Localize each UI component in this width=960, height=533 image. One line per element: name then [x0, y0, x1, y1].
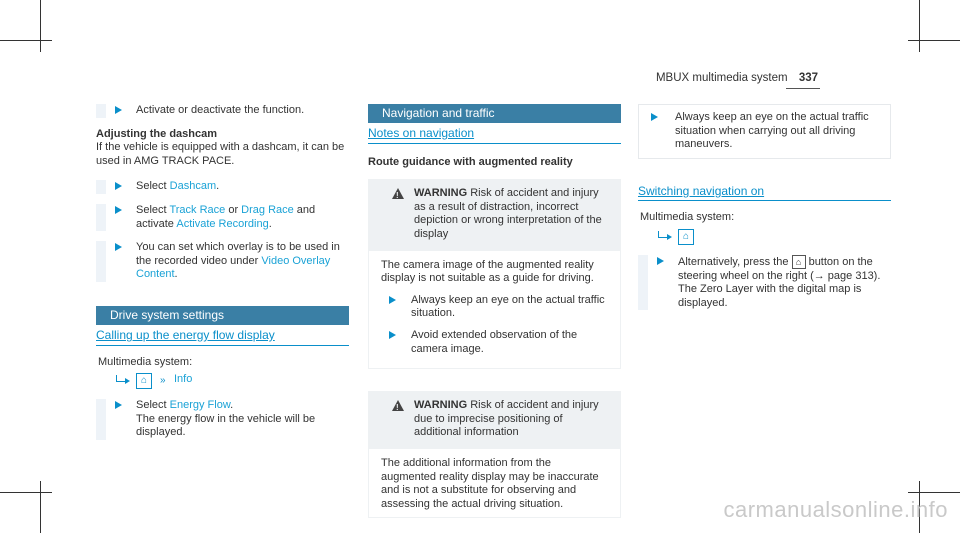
step-arrow-icon: [115, 243, 122, 251]
menu-path: [96, 373, 349, 391]
page-ref[interactable]: page 313).: [824, 269, 881, 282]
section-navigation: Navigation and traffic: [368, 104, 621, 123]
track-race-link[interactable]: Track Race: [169, 203, 226, 216]
crop-mark: [0, 40, 52, 41]
crop-mark: [40, 481, 41, 533]
column-1: [96, 104, 349, 450]
warn1-step-2: Avoid extended observation of the camera image.: [381, 329, 608, 356]
menu-path: [638, 229, 891, 247]
step-arrow-icon: [651, 113, 658, 121]
page-number: 337: [798, 72, 818, 84]
subhead-route-guidance: Route guidance with augmented reality: [368, 155, 573, 168]
step-arrow-icon: [115, 182, 122, 190]
warning-box-2: ! WARNING Risk of accident and injury due to imprecise positioning of additional information The additional information from the augmented reality display may be inaccurate and is not a substitute for observing and assessing the actual driving situation.: [368, 391, 621, 518]
home-icon: ⌂: [136, 373, 152, 389]
step-arrow-icon: [115, 401, 122, 409]
subhead-adjusting-dashcam: Adjusting the dashcam: [96, 127, 218, 140]
crop-mark: [0, 492, 52, 493]
step-arrow-icon: [657, 257, 664, 265]
step-alternatively: Alternatively, press the ⌂ button on the steering wheel on the right (→ page 313). The Zero Layer with the digital map is displayed.: [638, 255, 891, 310]
drag-race-link[interactable]: Drag Race: [241, 203, 294, 216]
home-icon: ⌂: [678, 229, 694, 245]
step-arrow-icon: [115, 106, 122, 114]
step-arrow-icon: [115, 206, 122, 214]
step-overlay: You can set which overlay is to be used in the recorded video under Video Overlay Content.: [96, 241, 349, 282]
warning-icon: [392, 188, 404, 199]
subtitle-notes-navigation: Notes on navigation: [368, 127, 621, 144]
home-button-icon: ⌂: [792, 255, 806, 269]
subtitle-switching-navigation: Switching navigation on: [638, 185, 891, 202]
warning-box-1: ! WARNING Risk of accident and injury as a result of distraction, incorrect depiction or wrong interpretation of the display The camera image of the augmented reality display is not suitable as a guide for driving. Always keep an eye on the actual traffic situation. Avoid extended observation of the camera image.: [368, 179, 621, 369]
multimedia-label: Multimedia system:: [98, 355, 193, 368]
path-hook-icon: [116, 375, 125, 382]
step-select-race: Select Track Race or Drag Race and activate Activate Recording.: [96, 204, 349, 231]
step-activate: Activate or deactivate the function.: [96, 104, 349, 118]
column-3: [638, 104, 891, 320]
crop-mark: [40, 0, 41, 52]
step-select-dashcam: Select Dashcam.: [96, 180, 349, 194]
activate-recording-link[interactable]: Activate Recording: [176, 217, 269, 230]
step-arrow-icon: [389, 296, 396, 304]
crop-mark: [908, 492, 960, 493]
multimedia-label: Multimedia system:: [640, 211, 735, 224]
header-title: MBUX multimedia system: [655, 72, 788, 84]
page-number-rule: [786, 88, 820, 89]
page-header: [656, 72, 818, 84]
crop-mark: [919, 0, 920, 52]
warning-icon: [392, 400, 404, 411]
video-overlay-link[interactable]: Video Overlay Content: [136, 254, 331, 281]
subtitle-energy-flow: Calling up the energy flow display: [96, 329, 349, 346]
path-hook-icon: [658, 231, 667, 238]
warn1-step-1: Always keep an eye on the actual traffic situation.: [381, 294, 608, 321]
info-link[interactable]: Info: [174, 373, 193, 386]
step-energy-flow: Select Energy Flow. The energy flow in the vehicle will be displayed.: [96, 399, 349, 440]
column-2: [368, 104, 621, 518]
step-arrow-icon: [389, 331, 396, 339]
step-keep-eye: Always keep an eye on the actual traffic situation when carrying out all driving maneuvers.: [639, 111, 882, 152]
crop-mark: [908, 40, 960, 41]
double-chevron-icon: »: [160, 375, 166, 387]
watermark: carmanualsonline.info: [723, 497, 948, 522]
section-drive-system: Drive system settings: [96, 306, 349, 325]
continued-box: [638, 104, 891, 159]
energy-flow-link[interactable]: Energy Flow: [169, 399, 231, 412]
dashcam-link[interactable]: Dashcam: [169, 180, 217, 193]
adjust-text: If the vehicle is equipped with a dashcam, it can be used in AMG TRACK PACE.: [96, 141, 345, 167]
page-ref-arrow-icon: →: [813, 269, 825, 282]
